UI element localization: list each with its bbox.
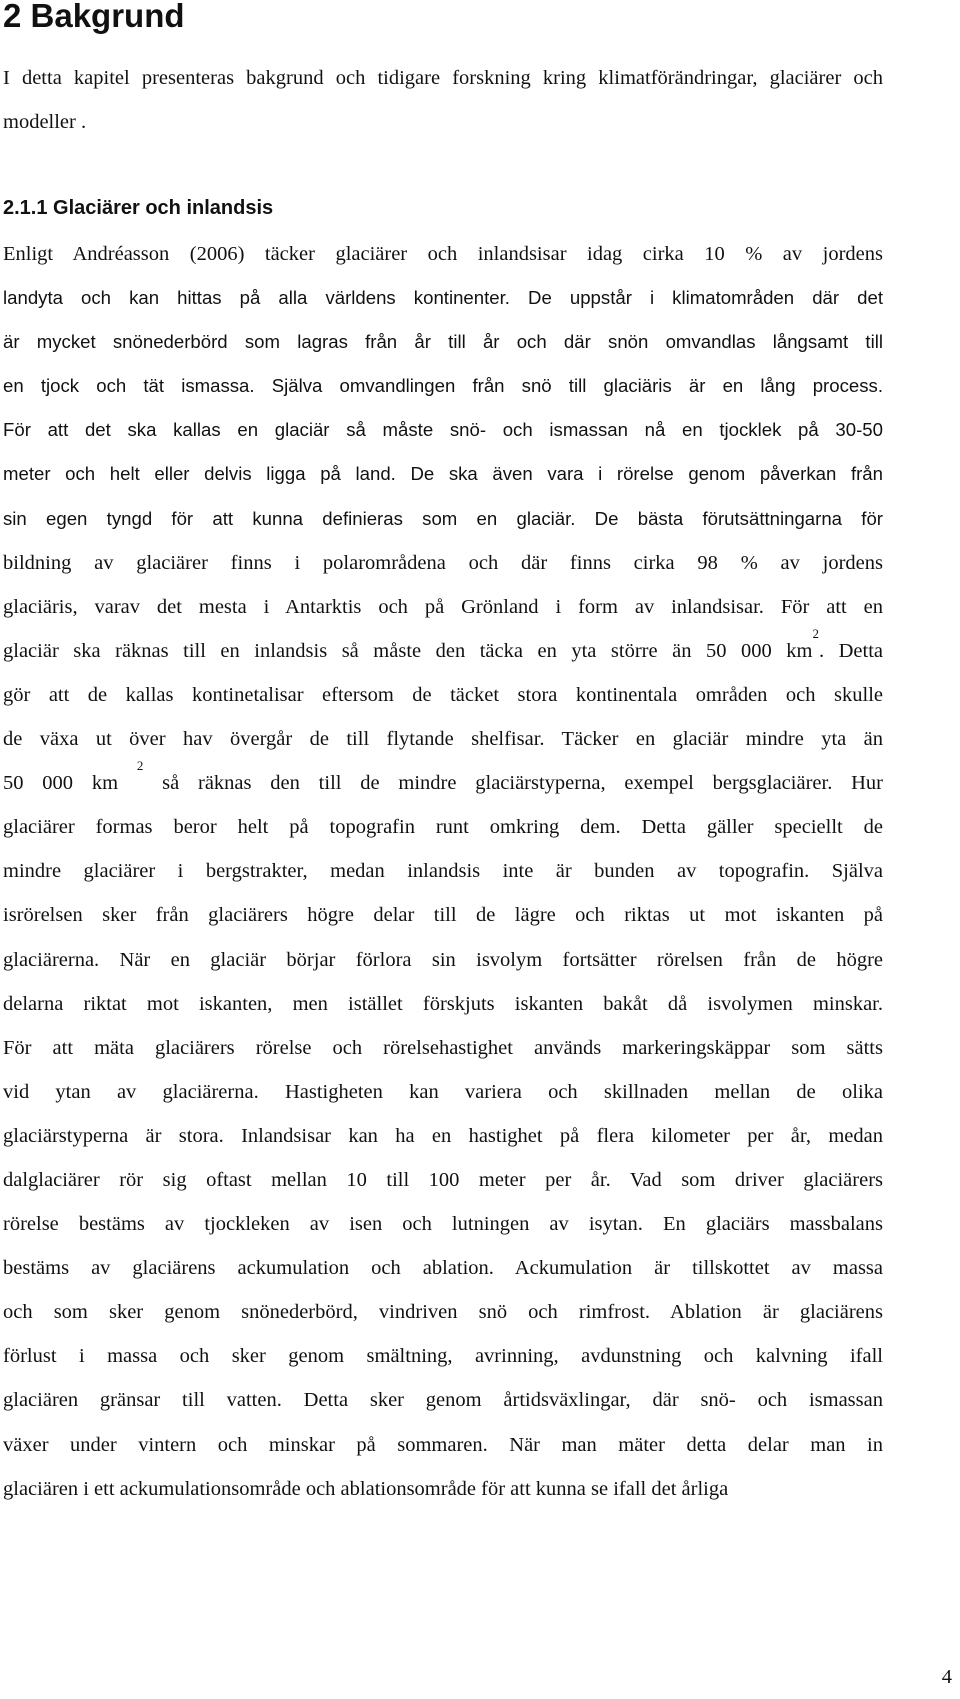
paragraph-line — [3, 625, 883, 673]
paragraph-line — [3, 717, 883, 761]
paragraph-line — [3, 232, 883, 276]
paragraph-line-text: sin egen tyngd för att kunna definieras som en glaciär. De bästa förutsättningarna för — [3, 507, 883, 529]
superscript-exponent: 2 — [812, 625, 819, 641]
paragraph-line — [3, 585, 883, 629]
paragraph-line-text: en tjock och tät ismassa. Själva omvandlingen från snö till glaciäris är en lång process. — [3, 375, 883, 397]
chapter-intro: I detta kapitel presenteras bakgrund och tidigare forskning kring klimatförändringar, glaciärer och modeller . — [3, 67, 883, 133]
paragraph-line — [3, 805, 883, 849]
paragraph-line — [3, 1290, 883, 1334]
paragraph-line-text: vid ytan av glaciärerna. Hastigheten kan variera och skillnaden mellan de olika — [3, 1080, 883, 1103]
paragraph-line-text: glaciärstyperna är stora. Inlandsisar kan ha en hastighet på flera kilometer per år, medan — [3, 1124, 883, 1147]
paragraph-line — [3, 276, 883, 320]
chapter-title: 2 Bakgrund — [3, 0, 185, 34]
page-number: 4 — [941, 1666, 952, 1688]
paragraph-line — [3, 1246, 883, 1290]
paragraph-line — [3, 982, 883, 1026]
paragraph-line — [3, 541, 883, 585]
paragraph-line — [3, 1114, 883, 1158]
paragraph-line-text: är mycket snönederbörd som lagras från år till år och där snön omvandlas långsamt till — [3, 331, 883, 353]
paragraph-line-text: Enligt Andréasson (2006) täcker glaciärer och inlandsisar idag cirka 10 % av jordens — [3, 243, 883, 265]
paragraph-line-text: För att det ska kallas en glaciär så måste snö- och ismassan nå en tjocklek på 30-50 — [3, 419, 883, 441]
paragraph-line-text-continued: så räknas den till de mindre glaciärstyperna, exempel bergsglaciärer. Hur — [143, 772, 883, 795]
paragraph-line — [3, 1334, 883, 1378]
paragraph-line-text: glaciärerna. När en glaciär börjar förlora sin isvolym fortsätter rörelsen från de högre — [3, 948, 883, 971]
paragraph-line-text: gör att de kallas kontinetalisar eftersom de täcket stora kontinentala områden och skulle — [3, 683, 883, 706]
paragraph-line — [3, 1158, 883, 1202]
paragraph-line-text: de växa ut över hav övergår de till flytande shelfisar. Täcker en glaciär mindre yta än — [3, 728, 883, 751]
paragraph-line — [3, 497, 883, 541]
paragraph-line-text: bestäms av glaciärens ackumulation och ablation. Ackumulation är tillskottet av massa — [3, 1257, 883, 1280]
paragraph-line — [3, 1423, 883, 1467]
paragraph-line-text: mindre glaciärer i bergstrakter, medan inlandsis inte är bunden av topografin. Själva — [3, 860, 883, 883]
paragraph-line-text: växer under vintern och minskar på sommaren. När man mäter detta delar man in — [3, 1433, 883, 1456]
paragraph-line-text: glaciäris, varav det mesta i Antarktis och på Grönland i form av inlandsisar. För att en — [3, 595, 883, 618]
paragraph-line-text-continued: . Detta — [818, 639, 883, 662]
paragraph-line-text: För att mäta glaciärers rörelse och rörelsehastighet används markeringskäppar som sätts — [3, 1036, 883, 1059]
paragraph-line-text: glaciären gränsar till vatten. Detta sker genom årtidsväxlingar, där snö- och ismassan — [3, 1389, 883, 1412]
paragraph-line-text: delarna riktat mot iskanten, men istället förskjuts iskanten bakåt då isvolymen minskar. — [3, 992, 883, 1015]
paragraph-line-text: isrörelsen sker från glaciärers högre delar till de lägre och riktas ut mot iskanten på — [3, 904, 883, 927]
paragraph-line-text: landyta och kan hittas på alla världens kontinenter. De uppstår i klimatområden där det — [3, 287, 883, 309]
paragraph-line — [3, 1202, 883, 1246]
paragraph-line — [3, 1070, 883, 1114]
paragraph-line — [3, 1378, 883, 1422]
paragraph-line-text: och som sker genom snönederbörd, vindriven snö och rimfrost. Ablation är glaciärens — [3, 1301, 883, 1324]
paragraph-line — [3, 893, 883, 937]
paragraph-line — [3, 408, 883, 452]
paragraph-line-text: 50 000 km — [3, 772, 137, 795]
paragraph-line — [3, 452, 883, 496]
paragraph-line-text: dalglaciärer rör sig oftast mellan 10 till 100 meter per år. Vad som driver glaciärers — [3, 1168, 883, 1191]
paragraph-line-text: meter och helt eller delvis ligga på land. De ska även vara i rörelse genom påverkan från — [3, 463, 883, 485]
paragraph-line-text: bildning av glaciärer finns i polarområdena och där finns cirka 98 % av jordens — [3, 551, 883, 574]
paragraph-line-text: glaciären i ett ackumulationsområde och ablationsområde för att kunna se ifall det årliga — [3, 1477, 729, 1500]
paragraph-line-text: glaciär ska räknas till en inlandsis så måste den täcka en yta större än 50 000 km — [3, 639, 813, 662]
paragraph-line-text: förlust i massa och sker genom smältning, avrinning, avdunstning och kalvning ifall — [3, 1345, 883, 1368]
paragraph-line — [3, 364, 883, 408]
paragraph-line — [3, 320, 883, 364]
paragraph-line — [3, 849, 883, 893]
section-title: 2.1.1 Glaciärer och inlandsis — [3, 197, 274, 219]
paragraph-line — [3, 1467, 883, 1511]
paragraph-line — [3, 1026, 883, 1070]
paragraph-line — [3, 673, 883, 717]
paragraph-line — [3, 938, 883, 982]
section-paragraph — [3, 232, 883, 1511]
superscript-exponent: 2 — [136, 758, 144, 774]
paragraph-line — [3, 758, 883, 805]
paragraph-line-text: rörelse bestäms av tjockleken av isen och lutningen av isytan. En glaciärs massbalans — [3, 1213, 883, 1236]
paragraph-line-text: glaciärer formas beror helt på topografin runt omkring dem. Detta gäller speciellt de — [3, 816, 883, 839]
